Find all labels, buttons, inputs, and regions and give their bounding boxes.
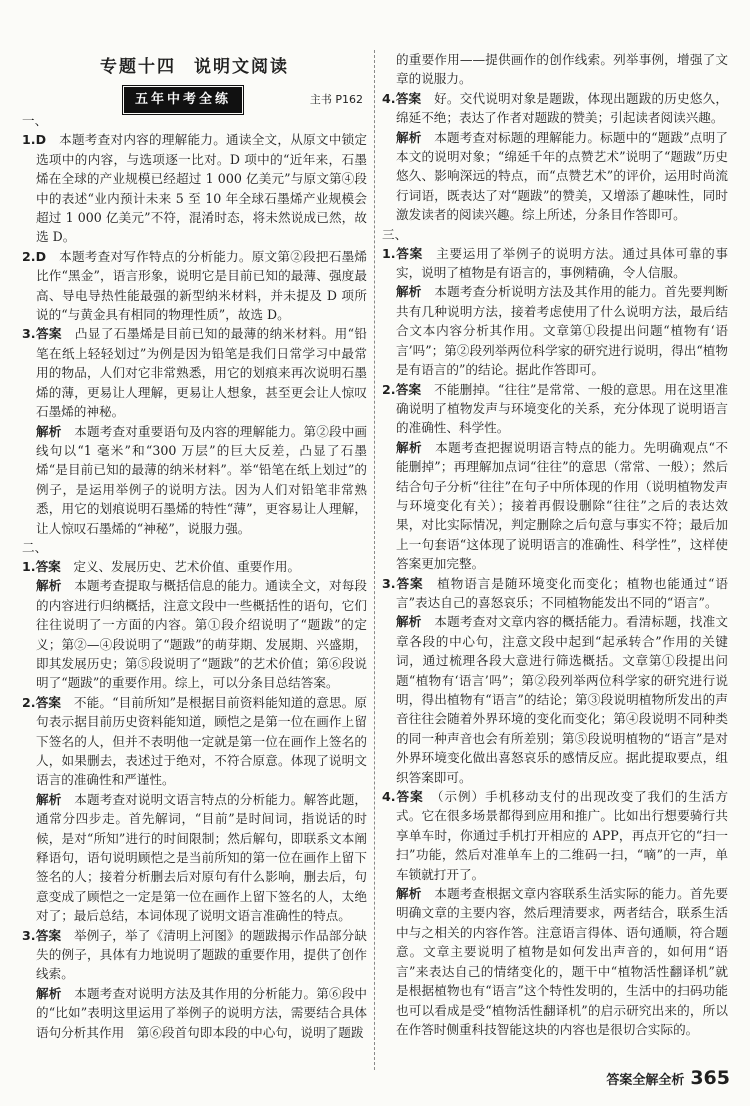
analysis-item: 解析 本题考查对重要语句及内容的理解能力。第②段中画线句以“1 毫米”和“300 万层”的巨大反差，凸显了石墨烯“是目前已知的最薄的纳米材料”。举“铅笔在纸上划过”的例子，是运用举例子的说明方法。因为人们对铅笔非常熟悉，用它的划痕说明石墨烯的特性“薄”，更容易让人理解，让人惊叹石墨烯的“神秘”，说服力强。 [36,423,368,536]
answer-item: 3.答案 举例子，举了《清明上河图》的题跋揭示作品部分缺失的例子，具体有力地说明了题跋的重要作用，提供了创作线索。 [22,927,368,982]
answer-item: 1.答案 定义、发展历史、艺术价值、重要作用。 [22,558,301,574]
book-reference: 主书 P162 [309,93,363,107]
page-number: 365 [690,1066,730,1089]
answer-item: 1.答案 主要运用了举例子的说明方法。通过具体可靠的事实，说明了植物是有语言的，事例精确，令人信服。 [382,245,729,281]
answer-item: 2.答案 不能删掉。“往往”是常常、一般的意思。用在这里准确说明了植物发声与环境变化的关系，充分体现了说明语言的准确性、科学性。 [382,381,729,436]
analysis-item: 解析 本题考查把握说明语言特点的能力。先明确观点“不能删掉”；再理解加点词“往往”的意思（常常、一般）；然后结合句子分析“往往”在句子中所体现的作用（说明植物发声与环境变化有关）；接着再假设删除“往往”之后的表达效果，对比实际情况，判定删除之后句意与事实不符；最后加上一句套语“这体现了说明语言的准确性、科学性”，这样使答案更加完整。 [396,439,728,572]
answer-item: 2.D 本题考查对写作特点的分析能力。原文第②段把石墨烯比作“黑金”，语言形象，说明它是目前已知的最薄、强度最高、导电导热性能最强的新型纳米材料，并未提及 D 项所说的“与黄金具有相同的物理性质”，故选 D。 [22,248,368,323]
analysis-item: 解析 本题考查对文章内容的概括能力。看清标题，找准文章各段的中心句，注意文段中起到“起承转合”作用的关键词，通过梳理各段大意进行筛选概括。文章第①段提出问题“植物有‘语言’吗”；第②段列举两位科学家的研究进行说明，得出植物有“语言”的结论；第③段说明植物所发出的声音往往会随着外界环境的变化而变化；第④段说明不同种类的同一种声音也会有所差别；第⑤段说明植物的“语言”是对外界环境变化做出喜怒哀乐的感情反应。据此提取要点，组织答案即可。 [396,614,729,785]
section-banner: 五年中考全练 [124,87,242,112]
banner-row [22,87,367,109]
analysis-item: 解析 本题考查根据文章内容联系生活实际的能力。首先要明确文章的主要内容，然后理清要求，两者结合，联系生活中与之相关的内容作答。注意语言得体、语句通顺，符合题意。文章主要说明了植物是如何发出声音的，如何用“语言”来表达自己的情绪变化的，题干中“植物活性翻译机”就是根据植物也有“语言”这个特性发明的，生活中的扫码功能也可以看成是受“植物活性翻译机”的启示研究出来的，所以在作答时侧重科技智能这块的内容也是很切合实际的。 [396,886,729,1037]
analysis-item: 解析 本题考查分析说明方法及其作用的能力。首先要判断共有几种说明方法，接着考虑使用了什么说明方法，最后结合文本内容分析其作用。文章第①段提出问题“植物有‘语言’吗”；第②段列举两位科学家的研究进行说明，得出“植物是有语言的”的结论。据此作答即可。 [396,284,729,378]
analysis-item: 解析 本题考查提取与概括信息的能力。通读全文，对每段的内容进行归纳概括，注意文段中一些概括性的语句，它们往往说明了一方面的内容。第①段介绍说明了“题跋”的定义；第②—④段说明了“题跋”的萌芽期、发展期、兴盛期，即其发展历史；第⑤段说明了“题跋”的艺术价值；第⑥段说明了“题跋”的重要作用。综上，可以分条目总结答案。 [36,578,368,691]
page-footer [606,1066,730,1090]
title-part1: 专题十四 [100,57,176,77]
analysis-item: 解析 本题考查对说明方法及其作用的分析能力。第⑥段中的“比如”表明这里运用了举例子的说明方法，需要结合具体语句分析其作用 第⑥段首句即本段的中心句，说明了题跋 [36,985,368,1040]
right-column [382,50,728,1039]
analysis-item: 解析 本题考查对说明文语言特点的分析能力。解答此题，通常分四步走。首先解词，“目前”是时间词，指说话的时候，是对“所知”进行的时间限制；然后解句，即联系文本阐释语句，语句说明顾恺之是当前所知的第一位在画作上留下签名的人；接着分析删去后对原句有什么影响，删去后，句意变成了顾恺之一定是第一位在画作上留下签名的人，太绝对了；最后总结，本词体现了说明文语言准确性的特点。 [36,791,368,924]
footer-label: 答案全解全析 [606,1072,685,1088]
continued-text: 的重要作用——提供画作的创作线索。列举事例，增强了文章的说服力。 [396,52,728,87]
page-title [22,58,367,77]
answer-item: 3.答案 凸显了石墨烯是目前已知的最薄的纳米材料。用“铅笔在纸上轻轻划过”为例是因为铅笔是我们日常学习中最常用的物品，人们对它非常熟悉，用它的划痕来再次说明石墨烯的薄，更易让人理解，更易让人想象，甚至更会让人惊叹石墨烯的神秘。 [22,326,367,420]
answer-item: 1.D 本题考查对内容的理解能力。通读全文，从原文中锁定选项中的内容，与选项逐一比对。D 项中的“近年来，石墨烯在全球的产业规模已经超过 1 000 亿美元”与原文第④段中的表述“业内预计未来 5 至 10 年全球石墨烯产业规模会超过 1 000 亿美元”不符，混淆时态，将未然说成已然，故选 D。 [22,132,368,245]
section-heading-2: 二、 [22,539,48,555]
left-column [22,58,367,1042]
answer-item: 2.答案 不能。“目前所知”是根据目前资料能知道的意思。原句表示据目前历史资料能知道，顾恺之是第一位在画作上留下签名的人，但并不表明他一定就是第一位在画作上签名的人，如果删去，表述过于绝对，不符合原意。体现了说明文语言的准确性和严谨性。 [22,694,367,788]
answer-item: 4.答案 好。交代说明对象是题跋，体现出题跋的历史悠久，绵延不绝；表达了作者对题跋的赞美；引起读者阅读兴趣。 [382,90,729,126]
column-divider [374,50,375,1070]
analysis-item: 解析 本题考查对标题的理解能力。标题中的“题跋”点明了本文的说明对象；“绵延千年的点赞艺术”说明了“题跋”历史悠久、影响深远的特点，而“点赞艺术”的评价，运用时尚流行词语，既表达了对“题跋”的赞美，又增添了趣味性，同时激发读者的阅读兴趣。综上所述，分条目作答即可。 [396,129,728,223]
answer-item: 3.答案 植物语言是随环境变化而变化；植物也能通过“语言”表达自己的喜怒哀乐；不同植物能发出不同的“语言”。 [382,575,729,610]
answer-item: 4.答案 （示例）手机移动支付的出现改变了我们的生活方式。它在很多场景都得到应用和推广。比如出行想要骑行共享单车时，你通过手机打开相应的 APP，再点开它的“扫一扫”功能，然后对准单车上的二维码一扫，“嘀”的一声，单车锁就打开了。 [382,789,729,882]
title-part2: 说明文阅读 [194,57,289,77]
section-heading-3: 三、 [382,226,408,242]
section-heading-1: 一、 [22,113,48,129]
